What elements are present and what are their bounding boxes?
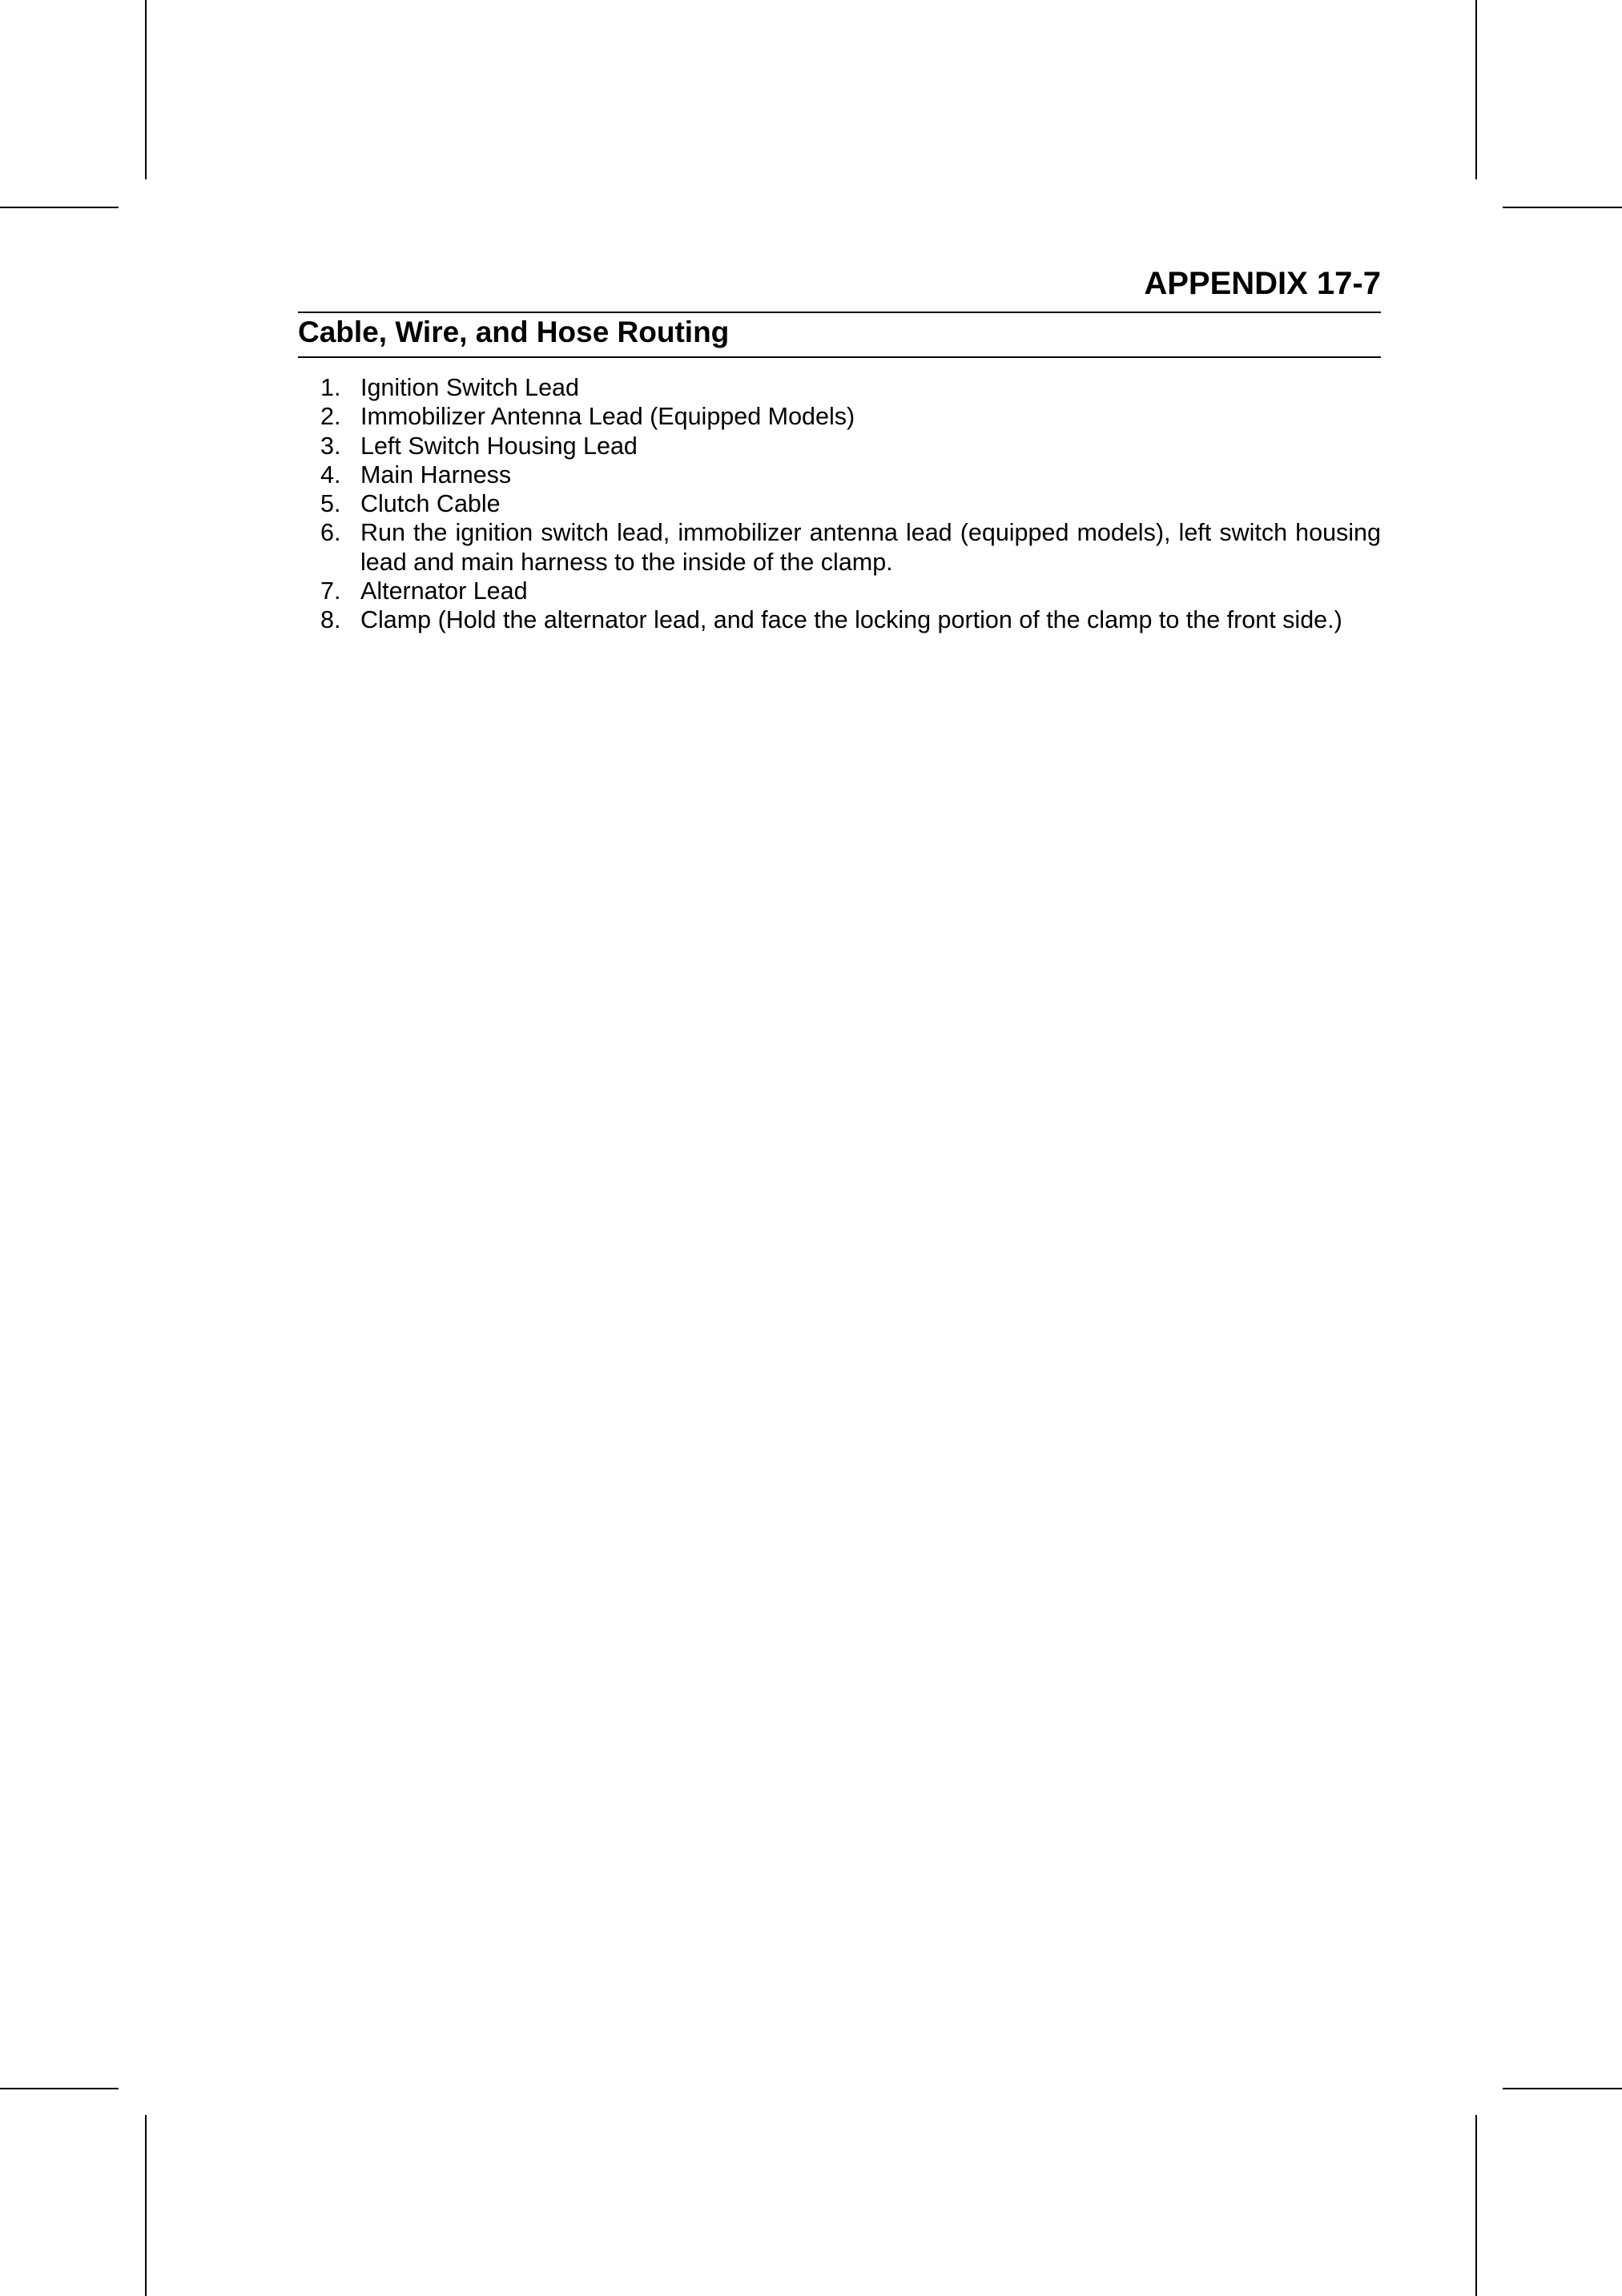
crop-mark-top-right-horizontal [1503,207,1622,208]
legend-item-number: 5. [320,490,341,518]
legend-item-text: Left Switch Housing Lead [360,432,638,460]
legend-item-text: Main Harness [360,460,512,489]
legend-item [320,460,1381,489]
legend-item-number: 8. [320,606,341,634]
legend-item-number: 7. [320,577,341,605]
legend-item-text: Alternator Lead [360,577,528,605]
legend-item [320,432,1381,460]
legend-item-text: Ignition Switch Lead [360,374,579,401]
legend-item-text: Run the ignition switch lead, immobilizer antenna lead (equipped models), left switch housing lead and main harness to the inside of the clamp. [360,519,1381,576]
page-label: APPENDIX 17-7 [1144,266,1381,301]
legend-item-number: 2. [320,403,341,431]
page-header [298,264,1381,303]
legend-item-number: 4. [320,460,341,489]
crop-mark-bottom-right-vertical [1475,2115,1477,2296]
legend-item-text: Clutch Cable [360,490,501,518]
crop-mark-bottom-left-vertical [145,2115,147,2296]
legend-item-text: Clamp (Hold the alternator lead, and face the locking portion of the clamp to the front side.) [360,606,1342,634]
legend-list [320,373,1381,635]
crop-mark-bottom-right-horizontal [1503,2088,1622,2089]
legend-item [320,489,1381,518]
crop-mark-top-left-vertical [145,0,147,179]
legend-item-number: 3. [320,432,341,460]
legend-item [320,402,1381,431]
crop-mark-bottom-left-horizontal [0,2088,119,2089]
section-title-rule [298,356,1381,358]
legend-item [320,605,1381,634]
legend-item [320,518,1381,577]
legend-item-number: 1. [320,374,341,401]
section-title: Cable, Wire, and Hose Routing [298,316,730,348]
crop-mark-top-left-horizontal [0,207,119,208]
header-rule [298,312,1381,313]
legend-item [320,373,1381,402]
crop-mark-top-right-vertical [1475,0,1477,179]
legend-item-text: Immobilizer Antenna Lead (Equipped Models) [360,403,855,431]
legend-item-number: 6. [320,519,341,547]
legend-item [320,577,1381,605]
